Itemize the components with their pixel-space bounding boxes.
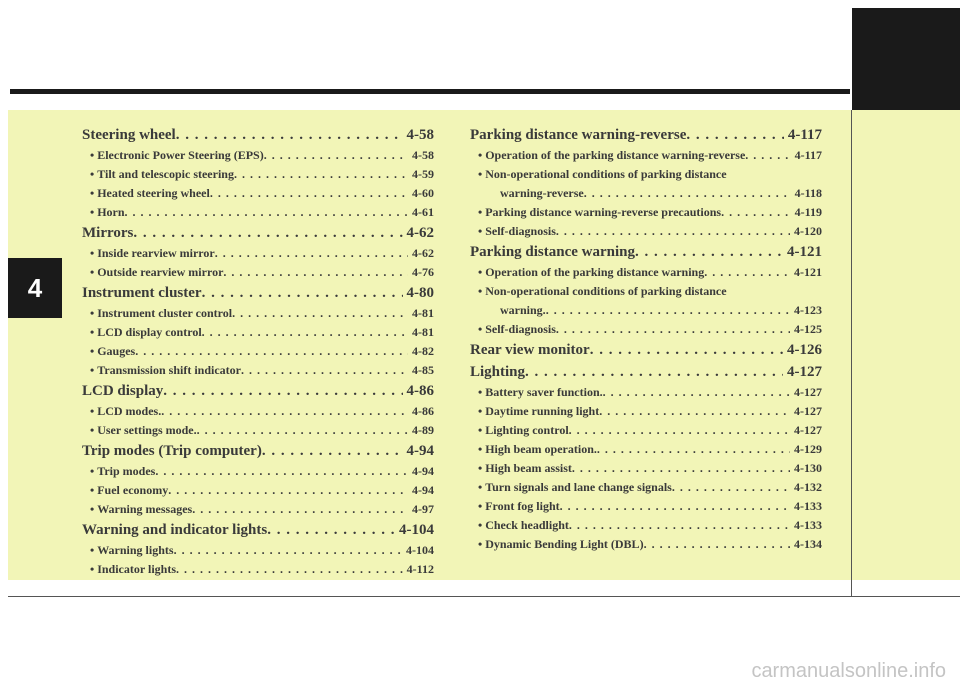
toc-heading[interactable]: Instrument cluster . . . 4-80: [82, 282, 434, 304]
toc-entry[interactable]: • Operation of the parking distance warning-reverse . . . 4-117: [470, 146, 822, 165]
toc-entry-line1[interactable]: • Non-operational conditions of parking distance: [470, 282, 822, 301]
toc-entry[interactable]: • Operation of the parking distance warning . . . 4-121: [470, 263, 822, 282]
vertical-rule: [851, 110, 852, 596]
toc-entry[interactable]: • Trip modes . . . 4-94: [82, 462, 434, 481]
toc-entry[interactable]: • Indicator lights . . . 4-112: [82, 560, 434, 579]
toc-entry[interactable]: • Inside rearview mirror . . . 4-62: [82, 244, 434, 263]
toc-entry[interactable]: • Horn . . . 4-61: [82, 203, 434, 222]
toc-entry[interactable]: • Dynamic Bending Light (DBL) . . . 4-134: [470, 535, 822, 554]
toc-heading[interactable]: Mirrors . . . 4-62: [82, 222, 434, 244]
bottom-rule: [8, 596, 960, 597]
toc-entry[interactable]: • Front fog light . . . 4-133: [470, 497, 822, 516]
toc-entry[interactable]: • Instrument cluster control . . . 4-81: [82, 304, 434, 323]
toc-entry[interactable]: • High beam operation. . . . 4-129: [470, 440, 822, 459]
side-band: [852, 110, 960, 580]
toc-entry-line2[interactable]: warning-reverse . . . 4-118: [470, 184, 822, 203]
toc-entry[interactable]: • Outside rearview mirror . . . 4-76: [82, 263, 434, 282]
toc-entry[interactable]: • Electronic Power Steering (EPS) . . . 4-58: [82, 146, 434, 165]
toc-entry-line2[interactable]: warning. . . . 4-123: [470, 301, 822, 320]
corner-tab: [852, 8, 960, 117]
toc-heading[interactable]: Steering wheel . . . 4-58: [82, 124, 434, 146]
toc-heading[interactable]: Parking distance warning-reverse . . . 4-117: [470, 124, 822, 146]
toc-right-column: [470, 124, 822, 554]
toc-entry[interactable]: • Parking distance warning-reverse precautions . . . 4-119: [470, 203, 822, 222]
toc-entry[interactable]: • Self-diagnosis . . . 4-125: [470, 320, 822, 339]
toc-heading[interactable]: Parking distance warning . . . 4-121: [470, 241, 822, 263]
toc-entry[interactable]: • Fuel economy . . . 4-94: [82, 481, 434, 500]
toc-entry[interactable]: • Heated steering wheel . . . 4-60: [82, 184, 434, 203]
toc-entry[interactable]: • LCD display control . . . 4-81: [82, 323, 434, 342]
toc-entry[interactable]: • Warning messages . . . 4-97: [82, 500, 434, 519]
chapter-tab: 4: [8, 258, 62, 318]
toc-entry[interactable]: • Battery saver function. . . . 4-127: [470, 383, 822, 402]
toc-entry[interactable]: • Turn signals and lane change signals . . . 4-132: [470, 478, 822, 497]
toc-heading[interactable]: Trip modes (Trip computer) . . . 4-94: [82, 440, 434, 462]
toc-entry[interactable]: • High beam assist . . . 4-130: [470, 459, 822, 478]
toc-entry[interactable]: • Self-diagnosis . . . 4-120: [470, 222, 822, 241]
toc-entry[interactable]: • Transmission shift indicator . . . 4-85: [82, 361, 434, 380]
toc-entry[interactable]: • Lighting control . . . 4-127: [470, 421, 822, 440]
toc-entry[interactable]: • Warning lights . . . 4-104: [82, 541, 434, 560]
toc-entry[interactable]: • Gauges . . . 4-82: [82, 342, 434, 361]
toc-left-column: [82, 124, 434, 579]
toc-heading[interactable]: Lighting . . . 4-127: [470, 361, 822, 383]
top-rule: [10, 89, 850, 94]
toc-entry[interactable]: • LCD modes. . . . 4-86: [82, 402, 434, 421]
toc-entry[interactable]: • User settings mode. . . . 4-89: [82, 421, 434, 440]
toc-heading[interactable]: Rear view monitor . . . 4-126: [470, 339, 822, 361]
toc-entry[interactable]: • Daytime running light . . . 4-127: [470, 402, 822, 421]
toc-entry[interactable]: • Check headlight . . . 4-133: [470, 516, 822, 535]
watermark: carmanualsonline.info: [751, 660, 946, 682]
toc-entry-line1[interactable]: • Non-operational conditions of parking distance: [470, 165, 822, 184]
toc-heading[interactable]: Warning and indicator lights . . . 4-104: [82, 519, 434, 541]
toc-heading[interactable]: LCD display . . . 4-86: [82, 380, 434, 402]
toc-entry[interactable]: • Tilt and telescopic steering . . . 4-59: [82, 165, 434, 184]
